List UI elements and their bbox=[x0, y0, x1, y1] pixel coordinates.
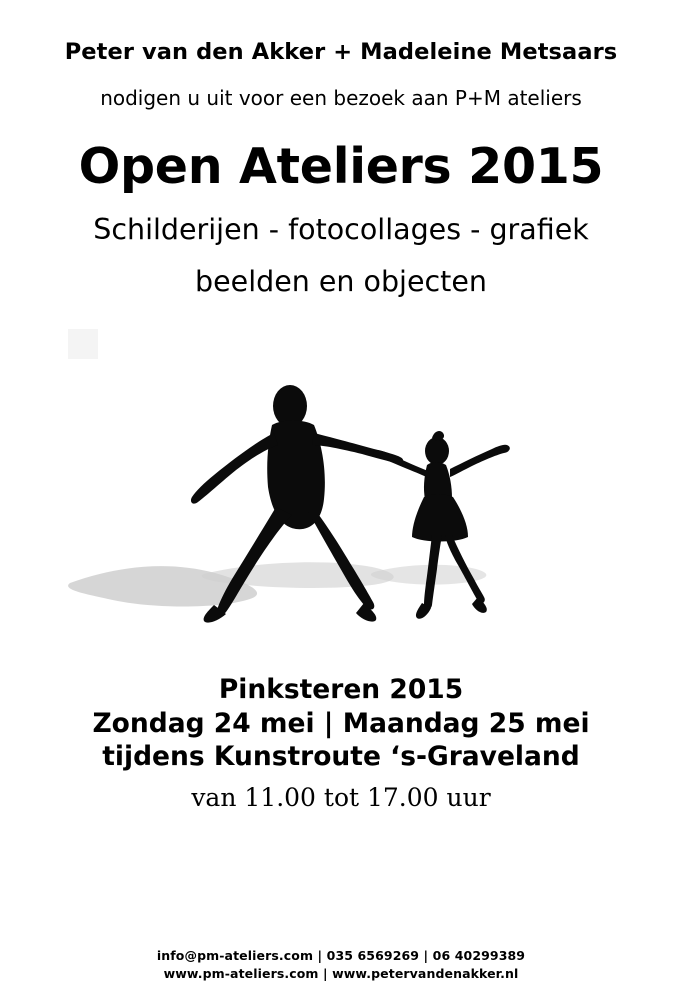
contact-separator-1: | bbox=[317, 947, 323, 963]
contact-email[interactable]: info@pm-ateliers.com bbox=[156, 947, 314, 963]
invitation-line: nodigen u uit voor een bezoek aan P+M ateliers bbox=[100, 85, 582, 110]
event-route: tijdens Kunstroute ‘s-Graveland bbox=[102, 741, 580, 773]
contact-separator-2: | bbox=[423, 947, 429, 963]
contact-phone-2: 06 40299389 bbox=[432, 947, 526, 963]
contact-footer bbox=[0, 947, 682, 985]
contact-phone-1: 035 6569269 bbox=[326, 947, 420, 963]
disciplines-line-1: Schilderijen - fotocollages - grafiek bbox=[93, 213, 589, 247]
contact-line-1 bbox=[0, 947, 682, 966]
website-link-2[interactable]: www.petervandenakker.nl bbox=[332, 966, 519, 982]
event-dates: Zondag 24 mei | Maandag 25 mei bbox=[92, 707, 590, 739]
contact-line-2 bbox=[0, 965, 682, 984]
event-occasion: Pinksteren 2015 bbox=[218, 673, 464, 705]
photo-corner-shade bbox=[68, 329, 98, 359]
disciplines-line-2: beelden en objecten bbox=[195, 264, 487, 298]
artwork-image bbox=[0, 321, 682, 651]
event-details bbox=[0, 675, 682, 812]
artwork-background bbox=[0, 321, 682, 651]
artists-line: Peter van den Akker + Madeleine Metsaars bbox=[64, 39, 618, 65]
event-hours: van 11.00 tot 17.00 uur bbox=[191, 782, 491, 812]
poster-header bbox=[0, 0, 682, 297]
website-link-1[interactable]: www.pm-ateliers.com bbox=[163, 966, 319, 982]
contact-separator-3: | bbox=[323, 966, 328, 982]
page-title: Open Ateliers 2015 bbox=[78, 137, 604, 195]
dancing-figures-silhouette-svg bbox=[0, 321, 682, 651]
